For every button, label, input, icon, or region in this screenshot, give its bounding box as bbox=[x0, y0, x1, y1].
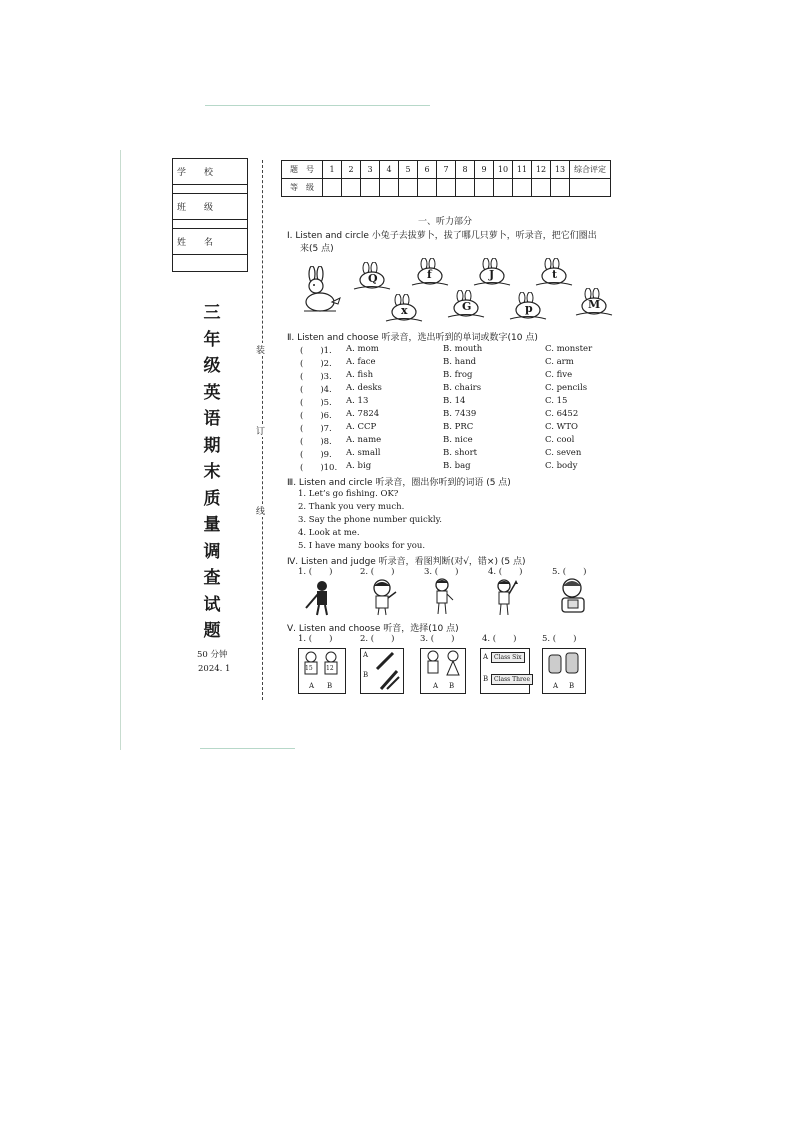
option-a[interactable]: A. big bbox=[346, 461, 372, 471]
option-c[interactable]: C. cool bbox=[545, 435, 575, 445]
child-pointing-icon bbox=[302, 580, 336, 616]
option-c[interactable]: C. monster bbox=[545, 344, 593, 354]
judge-blank-2[interactable]: 2. ( ) bbox=[360, 567, 395, 577]
picture-box-2[interactable] bbox=[360, 648, 404, 694]
student-info-table bbox=[172, 158, 248, 272]
option-c[interactable]: C. arm bbox=[545, 357, 574, 367]
option-c[interactable]: C. 15 bbox=[545, 396, 568, 406]
grade-cell[interactable] bbox=[494, 179, 513, 197]
label-a: A bbox=[433, 682, 439, 690]
option-b[interactable]: B. nice bbox=[443, 435, 473, 445]
option-c[interactable]: C. pencils bbox=[545, 383, 588, 393]
label-a: A bbox=[553, 682, 559, 690]
score-col-2: 2 bbox=[342, 161, 361, 179]
option-b[interactable]: B. bag bbox=[443, 461, 471, 471]
option-c[interactable]: C. 6452 bbox=[545, 409, 579, 419]
sentence-4[interactable]: 4. Look at me. bbox=[298, 528, 360, 538]
score-col-9: 9 bbox=[475, 161, 494, 179]
picture-box-5[interactable] bbox=[542, 648, 586, 694]
label-b: B bbox=[363, 671, 369, 679]
sentence-5[interactable]: 5. I have many books for you. bbox=[298, 541, 426, 551]
choose-blank-4[interactable]: 4. ( ) bbox=[482, 634, 517, 644]
choose-blank-2[interactable]: 2. ( ) bbox=[360, 634, 395, 644]
judge-blank-3[interactable]: 3. ( ) bbox=[424, 567, 459, 577]
grade-total-cell[interactable] bbox=[570, 179, 611, 197]
list-item[interactable]: ( )7. bbox=[300, 424, 332, 434]
score-col-12: 12 bbox=[532, 161, 551, 179]
option-a[interactable]: A. small bbox=[346, 448, 381, 458]
picture-box-1[interactable] bbox=[298, 648, 346, 694]
option-a[interactable]: A. 13 bbox=[346, 396, 369, 406]
radish-x[interactable]: x bbox=[384, 294, 424, 327]
grade-cell[interactable] bbox=[475, 179, 494, 197]
radish-j[interactable]: J bbox=[472, 258, 512, 291]
list-item[interactable]: ( )2. bbox=[300, 359, 332, 369]
grade-cell[interactable] bbox=[361, 179, 380, 197]
option-c[interactable]: C. body bbox=[545, 461, 578, 471]
radish-g[interactable]: G bbox=[446, 290, 486, 323]
score-col-7: 7 bbox=[437, 161, 456, 179]
sentence-3[interactable]: 3. Say the phone number quickly. bbox=[298, 515, 442, 525]
section-1-heading: Ⅰ. Listen and circle 小兔子去拔萝卜，拔了哪几只萝卜，听录音，把它们圈出 bbox=[287, 231, 597, 241]
label-a: A bbox=[363, 651, 369, 659]
option-b[interactable]: B. 14 bbox=[443, 396, 466, 406]
score-col-11: 11 bbox=[513, 161, 532, 179]
option-b[interactable]: B. 7439 bbox=[443, 409, 477, 419]
option-c[interactable]: C. WTO bbox=[545, 422, 578, 432]
option-b[interactable]: B. PRC bbox=[443, 422, 474, 432]
option-a[interactable]: A. 7824 bbox=[346, 409, 380, 419]
picture-box-3[interactable] bbox=[420, 648, 466, 694]
grade-cell[interactable] bbox=[418, 179, 437, 197]
section-3-heading: Ⅲ. Listen and circle 听录音，圈出你听到的词语 (5 点) bbox=[287, 478, 511, 488]
option-b[interactable]: B. frog bbox=[443, 370, 473, 380]
grade-cell[interactable] bbox=[342, 179, 361, 197]
score-col-4: 4 bbox=[380, 161, 399, 179]
pencils-icon bbox=[371, 651, 401, 691]
class-three-sign: Class Three bbox=[491, 674, 533, 685]
score-table bbox=[281, 160, 611, 197]
school-field[interactable] bbox=[173, 159, 248, 185]
list-item[interactable]: ( )5. bbox=[300, 398, 332, 408]
option-b[interactable]: B. short bbox=[443, 448, 478, 458]
score-row-numbers bbox=[282, 161, 611, 179]
school-label: 学 校 bbox=[177, 168, 214, 178]
option-a[interactable]: A. mom bbox=[346, 344, 379, 354]
list-item[interactable]: ( )1. bbox=[300, 346, 332, 356]
section-5-heading: Ⅴ. Listen and choose 听音，选择(10 点) bbox=[287, 624, 459, 634]
exam-date: 2024. 1 bbox=[198, 664, 231, 674]
grade-cell[interactable] bbox=[456, 179, 475, 197]
option-a[interactable]: A. face bbox=[346, 357, 376, 367]
score-row-grades bbox=[282, 179, 611, 197]
option-a[interactable]: A. name bbox=[346, 435, 382, 445]
fold-char-ding: 订 bbox=[256, 424, 265, 437]
grade-cell[interactable] bbox=[323, 179, 342, 197]
list-item[interactable]: ( )6. bbox=[300, 411, 332, 421]
two-children-icon bbox=[299, 649, 345, 679]
label-b: B bbox=[327, 682, 333, 690]
name-label: 姓 名 bbox=[177, 238, 214, 248]
number-12: 12 bbox=[326, 665, 334, 672]
rabbit-icon bbox=[296, 266, 344, 314]
total-label: 综合评定 bbox=[570, 161, 611, 179]
choose-blank-3[interactable]: 3. ( ) bbox=[420, 634, 455, 644]
exam-title-vertical: 三 年 级 英 语 期 末 质 量 调 查 试 题 bbox=[203, 303, 221, 641]
grade-cell[interactable] bbox=[513, 179, 532, 197]
boy-girl-icon bbox=[421, 649, 465, 681]
grade-cell[interactable] bbox=[532, 179, 551, 197]
label-b: B bbox=[483, 675, 489, 683]
section-4-heading: Ⅳ. Listen and judge 听录音，看图判断(对√，错×) (5 点) bbox=[287, 557, 526, 567]
option-a[interactable]: A. desks bbox=[346, 383, 382, 393]
judge-blank-5[interactable]: 5. ( ) bbox=[552, 567, 587, 577]
section-1-heading-cont: 来(5 点) bbox=[300, 244, 334, 254]
part-title: 一、听力部分 bbox=[418, 217, 473, 227]
class-field[interactable] bbox=[173, 194, 248, 220]
radish-f[interactable]: f bbox=[410, 258, 450, 291]
grade-cell[interactable] bbox=[380, 179, 399, 197]
boy-standing-icon bbox=[428, 578, 458, 616]
judge-blank-4[interactable]: 4. ( ) bbox=[488, 567, 523, 577]
option-a[interactable]: A. CCP bbox=[346, 422, 377, 432]
fold-char-xian: 线 bbox=[256, 504, 265, 517]
score-col-8: 8 bbox=[456, 161, 475, 179]
scan-edge-bottom bbox=[200, 748, 295, 749]
exam-duration: 50 分钟 bbox=[197, 650, 228, 660]
list-item[interactable]: ( )9. bbox=[300, 450, 332, 460]
score-col-1: 1 bbox=[323, 161, 342, 179]
list-item[interactable]: ( )4. bbox=[300, 385, 332, 395]
option-b[interactable]: B. hand bbox=[443, 357, 477, 367]
hand-objects-icon bbox=[543, 649, 585, 679]
score-col-6: 6 bbox=[418, 161, 437, 179]
sentence-1[interactable]: 1. Let’s go fishing. OK? bbox=[298, 489, 399, 499]
class-label: 班 级 bbox=[177, 203, 214, 213]
radish-m[interactable]: M bbox=[574, 288, 614, 321]
option-b[interactable]: B. mouth bbox=[443, 344, 483, 354]
label-a: A bbox=[483, 653, 489, 661]
name-field[interactable] bbox=[173, 229, 248, 255]
sentence-2[interactable]: 2. Thank you very much. bbox=[298, 502, 405, 512]
judge-blank-1[interactable]: 1. ( ) bbox=[298, 567, 333, 577]
class-six-sign: Class Six bbox=[491, 652, 525, 663]
label-b: B bbox=[449, 682, 455, 690]
grade-label: 等 级 bbox=[282, 179, 323, 197]
label-a: A bbox=[309, 682, 315, 690]
scan-edge-left bbox=[120, 150, 121, 750]
picture-box-4[interactable] bbox=[480, 648, 530, 694]
number-15: 15 bbox=[305, 665, 313, 672]
score-col-10: 10 bbox=[494, 161, 513, 179]
list-item[interactable]: ( )8. bbox=[300, 437, 332, 447]
boy-arm-up-icon bbox=[492, 578, 524, 616]
scan-edge-top bbox=[205, 105, 430, 106]
score-col-3: 3 bbox=[361, 161, 380, 179]
list-item[interactable]: ( )10. bbox=[300, 463, 338, 473]
grade-cell[interactable] bbox=[437, 179, 456, 197]
radish-t[interactable]: t bbox=[534, 258, 574, 291]
radish-q[interactable]: Q bbox=[352, 262, 392, 295]
choose-blank-5[interactable]: 5. ( ) bbox=[542, 634, 577, 644]
child-with-book-icon bbox=[554, 576, 594, 616]
question-number-label: 题 号 bbox=[282, 161, 323, 179]
option-c[interactable]: C. five bbox=[545, 370, 573, 380]
option-a[interactable]: A. fish bbox=[346, 370, 374, 380]
girl-face-icon bbox=[366, 578, 400, 616]
grade-cell[interactable] bbox=[551, 179, 570, 197]
radish-p[interactable]: p bbox=[508, 292, 548, 325]
option-b[interactable]: B. chairs bbox=[443, 383, 482, 393]
label-b: B bbox=[569, 682, 575, 690]
fold-char-zhuang: 装 bbox=[256, 343, 265, 356]
choose-blank-1[interactable]: 1. ( ) bbox=[298, 634, 333, 644]
section-2-heading: Ⅱ. Listen and choose 听录音，选出听到的单词或数字(10 点) bbox=[287, 333, 538, 343]
score-col-13: 13 bbox=[551, 161, 570, 179]
grade-cell[interactable] bbox=[399, 179, 418, 197]
score-col-5: 5 bbox=[399, 161, 418, 179]
option-c[interactable]: C. seven bbox=[545, 448, 582, 458]
list-item[interactable]: ( )3. bbox=[300, 372, 332, 382]
